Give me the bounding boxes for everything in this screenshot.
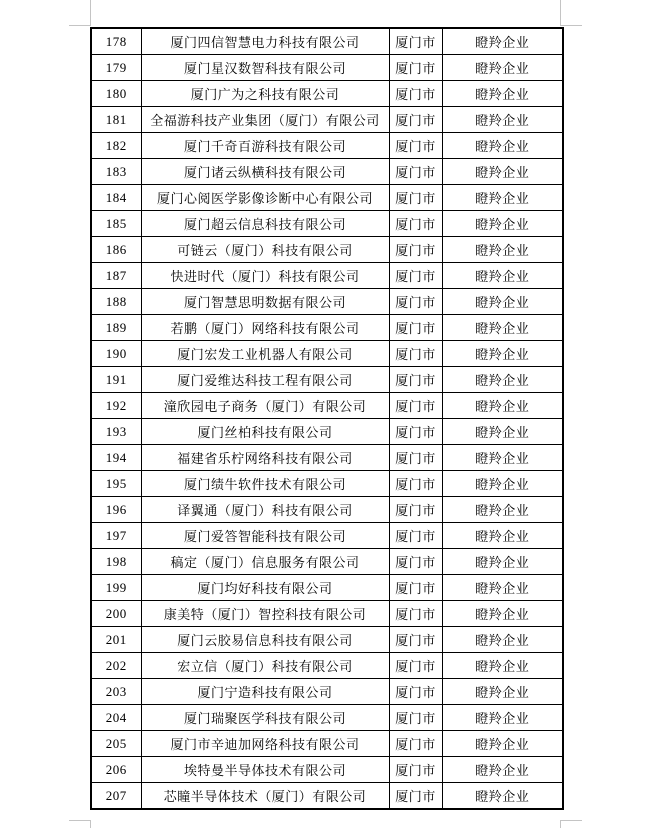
city-cell: 厦门市: [389, 185, 442, 211]
row-number-cell: 189: [91, 315, 141, 341]
company-name-cell: 厦门千奇百游科技有限公司: [141, 133, 389, 159]
category-cell: 瞪羚企业: [442, 107, 563, 133]
table-row: [91, 133, 563, 159]
category-cell: 瞪羚企业: [442, 55, 563, 81]
table-row: [91, 211, 563, 237]
table-row: [91, 601, 563, 627]
category-cell: 瞪羚企业: [442, 549, 563, 575]
company-name-cell: 厦门诸云纵横科技有限公司: [141, 159, 389, 185]
row-number-cell: 191: [91, 367, 141, 393]
company-name-cell: 厦门爱维达科技工程有限公司: [141, 367, 389, 393]
category-cell: 瞪羚企业: [442, 575, 563, 601]
company-name-cell: 译翼通（厦门）科技有限公司: [141, 497, 389, 523]
table-row: [91, 341, 563, 367]
table-row: [91, 28, 563, 55]
city-cell: 厦门市: [389, 289, 442, 315]
company-name-cell: 厦门市辛迪加网络科技有限公司: [141, 731, 389, 757]
category-cell: 瞪羚企业: [442, 679, 563, 705]
row-number-cell: 195: [91, 471, 141, 497]
city-cell: 厦门市: [389, 783, 442, 810]
city-cell: 厦门市: [389, 237, 442, 263]
row-number-cell: 205: [91, 731, 141, 757]
row-number-cell: 186: [91, 237, 141, 263]
category-cell: 瞪羚企业: [442, 393, 563, 419]
category-cell: 瞪羚企业: [442, 627, 563, 653]
row-number-cell: 183: [91, 159, 141, 185]
city-cell: 厦门市: [389, 679, 442, 705]
margin-mark-bottom-right-vertical: [560, 820, 561, 828]
row-number-cell: 184: [91, 185, 141, 211]
city-cell: 厦门市: [389, 601, 442, 627]
category-cell: 瞪羚企业: [442, 367, 563, 393]
category-cell: 瞪羚企业: [442, 705, 563, 731]
city-cell: 厦门市: [389, 523, 442, 549]
company-name-cell: 若鹏（厦门）网络科技有限公司: [141, 315, 389, 341]
table-row: [91, 445, 563, 471]
category-cell: 瞪羚企业: [442, 445, 563, 471]
company-name-cell: 康美特（厦门）智控科技有限公司: [141, 601, 389, 627]
category-cell: 瞪羚企业: [442, 28, 563, 55]
row-number-cell: 185: [91, 211, 141, 237]
company-name-cell: 厦门瑞聚医学科技有限公司: [141, 705, 389, 731]
company-name-cell: 芯瞳半导体技术（厦门）有限公司: [141, 783, 389, 810]
table-row: [91, 55, 563, 81]
city-cell: 厦门市: [389, 81, 442, 107]
city-cell: 厦门市: [389, 627, 442, 653]
category-cell: 瞪羚企业: [442, 523, 563, 549]
city-cell: 厦门市: [389, 393, 442, 419]
row-number-cell: 198: [91, 549, 141, 575]
company-name-cell: 厦门四信智慧电力科技有限公司: [141, 28, 389, 55]
city-cell: 厦门市: [389, 445, 442, 471]
category-cell: 瞪羚企业: [442, 211, 563, 237]
table-row: [91, 107, 563, 133]
company-name-cell: 福建省乐柠网络科技有限公司: [141, 445, 389, 471]
table-row: [91, 497, 563, 523]
margin-mark-bottom-right-horizontal: [560, 820, 582, 821]
row-number-cell: 194: [91, 445, 141, 471]
city-cell: 厦门市: [389, 549, 442, 575]
table-row: [91, 367, 563, 393]
row-number-cell: 197: [91, 523, 141, 549]
company-name-cell: 埃特曼半导体技术有限公司: [141, 757, 389, 783]
category-cell: 瞪羚企业: [442, 419, 563, 445]
row-number-cell: 193: [91, 419, 141, 445]
category-cell: 瞪羚企业: [442, 133, 563, 159]
city-cell: 厦门市: [389, 653, 442, 679]
city-cell: 厦门市: [389, 55, 442, 81]
row-number-cell: 178: [91, 28, 141, 55]
company-name-cell: 厦门宏发工业机器人有限公司: [141, 341, 389, 367]
row-number-cell: 187: [91, 263, 141, 289]
company-name-cell: 厦门绩牛软件技术有限公司: [141, 471, 389, 497]
company-name-cell: 厦门智慧思明数据有限公司: [141, 289, 389, 315]
category-cell: 瞪羚企业: [442, 237, 563, 263]
table-row: [91, 757, 563, 783]
city-cell: 厦门市: [389, 341, 442, 367]
company-name-cell: 厦门均好科技有限公司: [141, 575, 389, 601]
table-row: [91, 289, 563, 315]
category-cell: 瞪羚企业: [442, 601, 563, 627]
row-number-cell: 206: [91, 757, 141, 783]
category-cell: 瞪羚企业: [442, 341, 563, 367]
company-name-cell: 厦门超云信息科技有限公司: [141, 211, 389, 237]
table-row: [91, 575, 563, 601]
table-row: [91, 81, 563, 107]
company-name-cell: 快进时代（厦门）科技有限公司: [141, 263, 389, 289]
company-table-body: [91, 28, 563, 809]
company-name-cell: 厦门宁造科技有限公司: [141, 679, 389, 705]
category-cell: 瞪羚企业: [442, 497, 563, 523]
city-cell: 厦门市: [389, 705, 442, 731]
margin-mark-top-right-vertical: [560, 0, 561, 25]
city-cell: 厦门市: [389, 133, 442, 159]
company-name-cell: 厦门云胶易信息科技有限公司: [141, 627, 389, 653]
city-cell: 厦门市: [389, 315, 442, 341]
margin-mark-bottom-left-horizontal: [69, 820, 91, 821]
category-cell: 瞪羚企业: [442, 471, 563, 497]
table-row: [91, 263, 563, 289]
company-name-cell: 稿定（厦门）信息服务有限公司: [141, 549, 389, 575]
row-number-cell: 180: [91, 81, 141, 107]
row-number-cell: 200: [91, 601, 141, 627]
company-name-cell: 潼欣园电子商务（厦门）有限公司: [141, 393, 389, 419]
margin-mark-bottom-left-vertical: [90, 820, 91, 828]
company-name-cell: 全福游科技产业集团（厦门）有限公司: [141, 107, 389, 133]
category-cell: 瞪羚企业: [442, 315, 563, 341]
city-cell: 厦门市: [389, 731, 442, 757]
table-row: [91, 419, 563, 445]
category-cell: 瞪羚企业: [442, 159, 563, 185]
row-number-cell: 203: [91, 679, 141, 705]
table-row: [91, 315, 563, 341]
company-name-cell: 厦门星汉数智科技有限公司: [141, 55, 389, 81]
city-cell: 厦门市: [389, 497, 442, 523]
row-number-cell: 207: [91, 783, 141, 810]
row-number-cell: 202: [91, 653, 141, 679]
margin-mark-top-left-vertical: [90, 0, 91, 25]
row-number-cell: 188: [91, 289, 141, 315]
table-row: [91, 679, 563, 705]
row-number-cell: 204: [91, 705, 141, 731]
company-table: [90, 27, 564, 810]
category-cell: 瞪羚企业: [442, 263, 563, 289]
company-name-cell: 厦门丝柏科技有限公司: [141, 419, 389, 445]
row-number-cell: 190: [91, 341, 141, 367]
category-cell: 瞪羚企业: [442, 81, 563, 107]
city-cell: 厦门市: [389, 471, 442, 497]
table-row: [91, 783, 563, 810]
table-row: [91, 523, 563, 549]
category-cell: 瞪羚企业: [442, 731, 563, 757]
row-number-cell: 199: [91, 575, 141, 601]
city-cell: 厦门市: [389, 28, 442, 55]
row-number-cell: 179: [91, 55, 141, 81]
company-name-cell: 厦门广为之科技有限公司: [141, 81, 389, 107]
table-row: [91, 731, 563, 757]
table-row: [91, 159, 563, 185]
city-cell: 厦门市: [389, 757, 442, 783]
table-row: [91, 393, 563, 419]
city-cell: 厦门市: [389, 159, 442, 185]
margin-mark-top-left-horizontal: [69, 25, 91, 26]
city-cell: 厦门市: [389, 263, 442, 289]
category-cell: 瞪羚企业: [442, 289, 563, 315]
table-row: [91, 237, 563, 263]
company-name-cell: 厦门爱答智能科技有限公司: [141, 523, 389, 549]
margin-mark-top-right-horizontal: [560, 25, 582, 26]
row-number-cell: 192: [91, 393, 141, 419]
city-cell: 厦门市: [389, 419, 442, 445]
category-cell: 瞪羚企业: [442, 783, 563, 810]
company-name-cell: 宏立信（厦门）科技有限公司: [141, 653, 389, 679]
city-cell: 厦门市: [389, 107, 442, 133]
city-cell: 厦门市: [389, 211, 442, 237]
category-cell: 瞪羚企业: [442, 757, 563, 783]
category-cell: 瞪羚企业: [442, 185, 563, 211]
city-cell: 厦门市: [389, 575, 442, 601]
table-row: [91, 653, 563, 679]
company-name-cell: 厦门心阅医学影像诊断中心有限公司: [141, 185, 389, 211]
row-number-cell: 182: [91, 133, 141, 159]
table-row: [91, 627, 563, 653]
city-cell: 厦门市: [389, 367, 442, 393]
row-number-cell: 196: [91, 497, 141, 523]
row-number-cell: 201: [91, 627, 141, 653]
table-row: [91, 185, 563, 211]
table-row: [91, 549, 563, 575]
table-row: [91, 705, 563, 731]
category-cell: 瞪羚企业: [442, 653, 563, 679]
company-name-cell: 可链云（厦门）科技有限公司: [141, 237, 389, 263]
row-number-cell: 181: [91, 107, 141, 133]
table-row: [91, 471, 563, 497]
